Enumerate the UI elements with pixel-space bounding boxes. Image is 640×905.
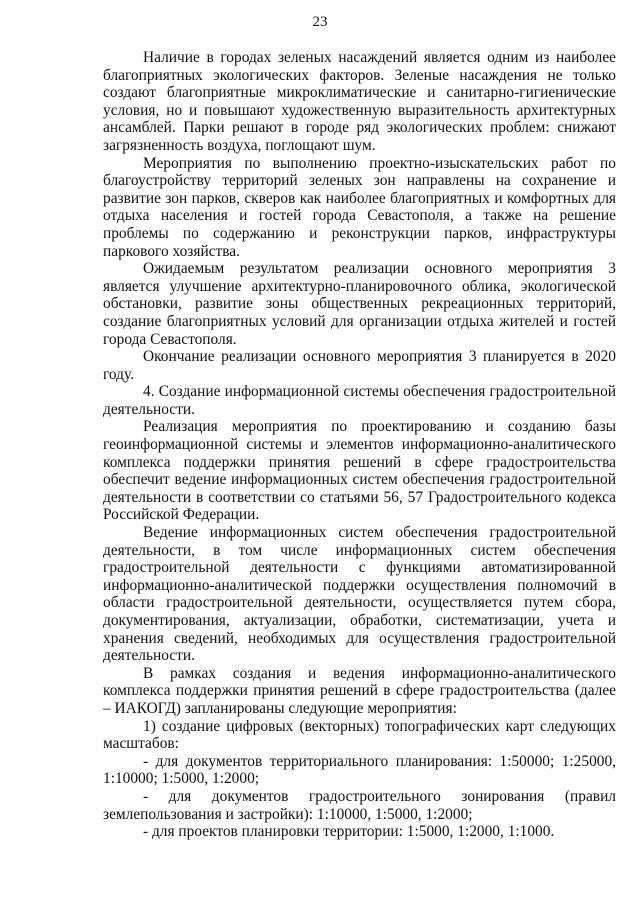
paragraph-completion-date: Окончание реализации основного мероприятия 3 планируется в 2020 году. <box>103 348 616 383</box>
section-heading-information-system: 4. Создание информационной системы обеспечения градостроительной деятельности. <box>103 383 616 418</box>
list-item-territorial-planning-scales: - для документов территориального планирования: 1:50000; 1:25000, 1:10000; 1:5000, 1:2000; <box>103 752 616 788</box>
list-item-planning-projects-scales: - для проектов планировки территории: 1:5000, 1:2000, 1:1000. <box>143 823 555 841</box>
page-number: 23 <box>312 14 328 30</box>
paragraph-green-spaces: Наличие в городах зеленых насаждений является одним из наиболее благоприятных экологических факторов. Зеленые насаждения не только создают благоприятные микроклиматические и санитарно-гигиенические условия, но и повышают художественную выразительность архитектурных ансамблей. Парки решают в городе ряд экологических проблем: снижают загрязненность воздуха, поглощают шум. <box>103 49 616 154</box>
paragraph-expected-result: Ожидаемым результатом реализации основного мероприятия 3 является улучшение архитектурно-планировочного облика, экологической обстановки, развитие зоны общественных рекреационных территорий, создание благоприятных условий для организации отдыха жителей и гостей города Севастополя. <box>103 260 616 348</box>
paragraph-information-systems-maintenance: Ведение информационных систем обеспечения градостроительной деятельности, в том числе информационных систем обеспечения градостроительной деятельности с функциями автоматизированной информационно-аналитической поддержки осуществления полномочий в области градостроительной деятельности, осуществляется путем сбора, документирования, актуализации, обработки, систематизации, учета и хранения сведений, необходимых для осуществления градостроительной деятельности. <box>103 524 616 665</box>
paragraph-iakogd-intro: В рамках создания и ведения информационно-аналитического комплекса поддержки принятия решений в сфере градостроительства (далее – ИАКОГД) запланированы следующие мероприятия: <box>103 664 616 717</box>
paragraph-landscaping-measures: Мероприятия по выполнению проектно-изыскательских работ по благоустройству территорий зеленых зон направлены на сохранение и развитие зон парков, скверов как наиболее благоприятных и комфортных для отдыха населения и гостей города Севастополя, а также на решение проблемы по содержанию и реконструкции парков, инфраструктуры паркового хозяйства. <box>103 154 616 260</box>
list-item-digital-maps: 1) создание цифровых (векторных) топографических карт следующих масштабов: <box>103 717 616 753</box>
document-body <box>103 49 616 841</box>
paragraph-gis-implementation: Реализация мероприятия по проектированию и созданию базы геоинформационной системы и элементов информационно-аналитического комплекса поддержки принятия решений в сфере градостроительства обеспечит ведение информационных систем обеспечения градостроительной деятельности в соответствии со статьями 56, 57 Градостроительного кодекса Российской Федерации. <box>103 418 616 524</box>
list-item-zoning-scales: - для документов градостроительного зонирования (правил землепользования и застройки): 1:10000, 1:5000, 1:2000; <box>103 787 616 823</box>
